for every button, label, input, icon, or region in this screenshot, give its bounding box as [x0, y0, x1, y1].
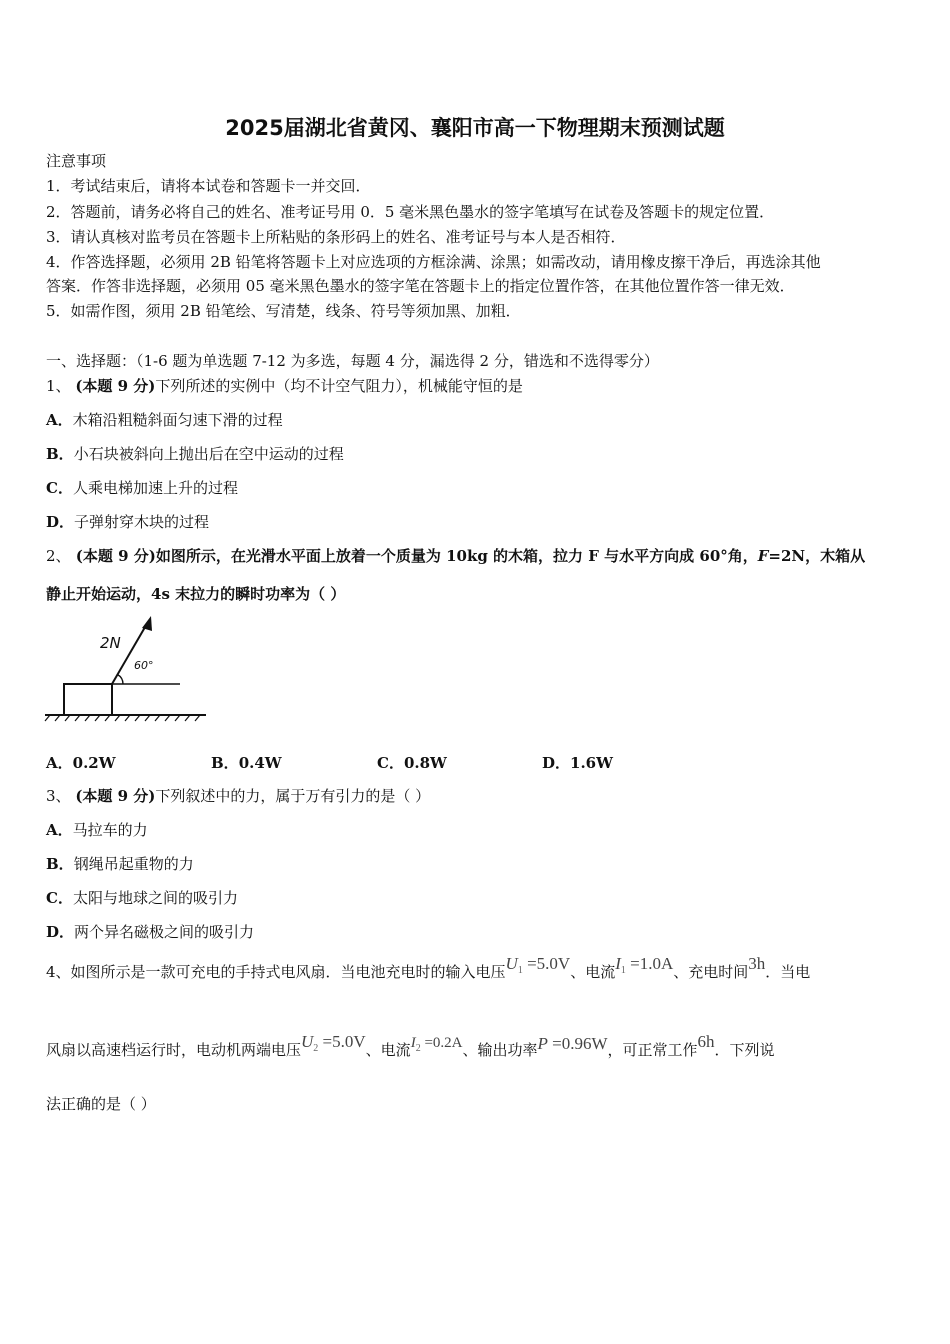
- question-text: 下列叙述中的力，属于万有引力的是（ ）: [155, 787, 431, 805]
- question-text: 下列所述的实例中（均不计空气阻力），机械能守恒的是: [155, 377, 523, 395]
- question-2-stem-line1: [46, 546, 865, 566]
- question-number: 1、: [46, 377, 71, 395]
- question-text: ．当电: [765, 963, 811, 981]
- force-diagram: [44, 612, 210, 724]
- option-label: B．: [46, 855, 74, 873]
- q2-option-c: [377, 752, 447, 773]
- option-text: 两个异名磁极之间的吸引力: [74, 923, 255, 941]
- question-4-line3: 法正确的是（ ）: [46, 1095, 156, 1113]
- option-text: 1.6W: [570, 754, 613, 772]
- question-text: 、充电时间: [673, 963, 749, 981]
- question-1-stem: [46, 376, 523, 396]
- option-label: D．: [46, 923, 75, 941]
- question-text: 、输出功率: [462, 1041, 538, 1059]
- notice-item-4: 4．作答选择题，必须用 2B 铅笔将答题卡上对应选项的方框涂满、涂黑；如需改动，请用橡皮擦干净后，再选涂其他: [46, 253, 821, 271]
- option-label: B．: [211, 754, 239, 772]
- notice-item-2: 2．答题前，请务必将自己的姓名、准考证号用 0．5 毫米黑色墨水的签字笔填写在试卷及答题卡的规定位置．: [46, 203, 775, 221]
- question-number: 2、: [46, 547, 71, 565]
- option-text: 0.8W: [403, 754, 447, 772]
- q3-option-c: [46, 888, 238, 908]
- q3-option-a: [46, 820, 148, 840]
- option-label: A．: [46, 754, 73, 772]
- option-label: D．: [46, 513, 75, 531]
- option-label: A．: [46, 411, 73, 429]
- question-number: 3、: [46, 787, 71, 805]
- notice-item-4-cont: 答案．作答非选择题，必须用 05 毫米黑色墨水的签字笔在答题卡上的指定位置作答，在其他位置作答一律无效．: [46, 277, 795, 295]
- question-score: (本题 9 分): [75, 547, 156, 565]
- option-label: A．: [46, 821, 73, 839]
- option-text: 0.4W: [238, 754, 282, 772]
- force-symbol: F: [757, 547, 769, 565]
- notice-heading: 注意事项: [46, 152, 107, 170]
- question-score: (本题 9 分): [75, 377, 156, 395]
- option-text: 马拉车的力: [72, 821, 148, 839]
- page-title: 2025届湖北省黄冈、襄阳市高一下物理期末预测试题: [225, 116, 725, 140]
- question-text: ．下列说: [714, 1041, 775, 1059]
- q1-option-c: [46, 478, 238, 498]
- question-text: 4、如图所示是一款可充电的手持式电风扇．当电池充电时的输入电压: [46, 963, 506, 981]
- question-text: ，可正常工作: [607, 1041, 698, 1059]
- option-text: 人乘电梯加速上升的过程: [72, 479, 238, 497]
- option-text: 小石块被斜向上抛出后在空中运动的过程: [73, 445, 344, 463]
- question-text-end: =2N，木箱从: [768, 547, 866, 565]
- q2-option-b: [211, 752, 282, 773]
- option-label: B．: [46, 445, 74, 463]
- question-text: 风扇以高速档运行时，电动机两端电压: [46, 1041, 302, 1059]
- q1-option-b: [46, 444, 344, 464]
- question-4-line2: [46, 1032, 775, 1067]
- section-heading: 一、选择题：（1-6 题为单选题 7-12 为多选，每题 4 分，漏选得 2 分，错选和不选得零分）: [46, 352, 659, 370]
- option-label: D．: [542, 754, 571, 772]
- question-3-stem: [46, 786, 430, 806]
- question-2-stem-line2: 静止开始运动，4s 末拉力的瞬时功率为（ ）: [46, 585, 346, 603]
- q1-option-d: [46, 512, 209, 532]
- option-label: C．: [46, 479, 73, 497]
- notice-item-3: 3．请认真核对监考员在答题卡上所粘贴的条形码上的姓名、准考证号与本人是否相符．: [46, 228, 626, 246]
- option-text: 太阳与地球之间的吸引力: [72, 889, 238, 907]
- wooden-box: [64, 684, 112, 715]
- q2-option-a: [46, 752, 116, 773]
- option-text: 木箱沿粗糙斜面匀速下滑的过程: [72, 411, 283, 429]
- q3-option-d: [46, 922, 254, 942]
- question-text: 、电流: [570, 963, 616, 981]
- question-text: 如图所示，在光滑水平面上放着一个质量为 10kg 的木箱，拉力 F 与水平方向成 60°角，: [155, 547, 758, 565]
- q2-option-d: [542, 752, 613, 773]
- option-label: C．: [377, 754, 404, 772]
- formula-u1: $U_1 =5.0V$: [505, 954, 571, 976]
- angle-label: 60°: [134, 659, 154, 672]
- q3-option-b: [46, 854, 194, 874]
- notice-item-5: 5．如需作图，须用 2B 铅笔绘、写清楚，线条、符号等须加黑、加粗．: [46, 302, 521, 320]
- question-4-line1: [46, 954, 811, 989]
- angle-arc: [118, 675, 124, 685]
- option-text: 钢绳吊起重物的力: [73, 855, 194, 873]
- notice-item-1: 1．考试结束后，请将本试卷和答题卡一并交回．: [46, 177, 371, 195]
- question-text: 、电流: [365, 1041, 411, 1059]
- formula-p: P =0.96W: [537, 1034, 608, 1053]
- option-label: C．: [46, 889, 73, 907]
- formula-u2: $U_2 =5.0V$: [301, 1032, 366, 1054]
- formula-i1: $I_1 =1.0A$: [615, 954, 674, 976]
- formula-i2: $I_2 =0.2A$: [410, 1035, 463, 1054]
- option-text: 子弹射穿木块的过程: [74, 513, 210, 531]
- formula-t2: 6h: [697, 1032, 715, 1051]
- question-score: (本题 9 分): [75, 787, 156, 805]
- q1-option-a: [46, 410, 283, 430]
- force-label: 2N: [100, 634, 121, 652]
- option-text: 0.2W: [72, 754, 116, 772]
- formula-t1: 3h: [748, 954, 766, 973]
